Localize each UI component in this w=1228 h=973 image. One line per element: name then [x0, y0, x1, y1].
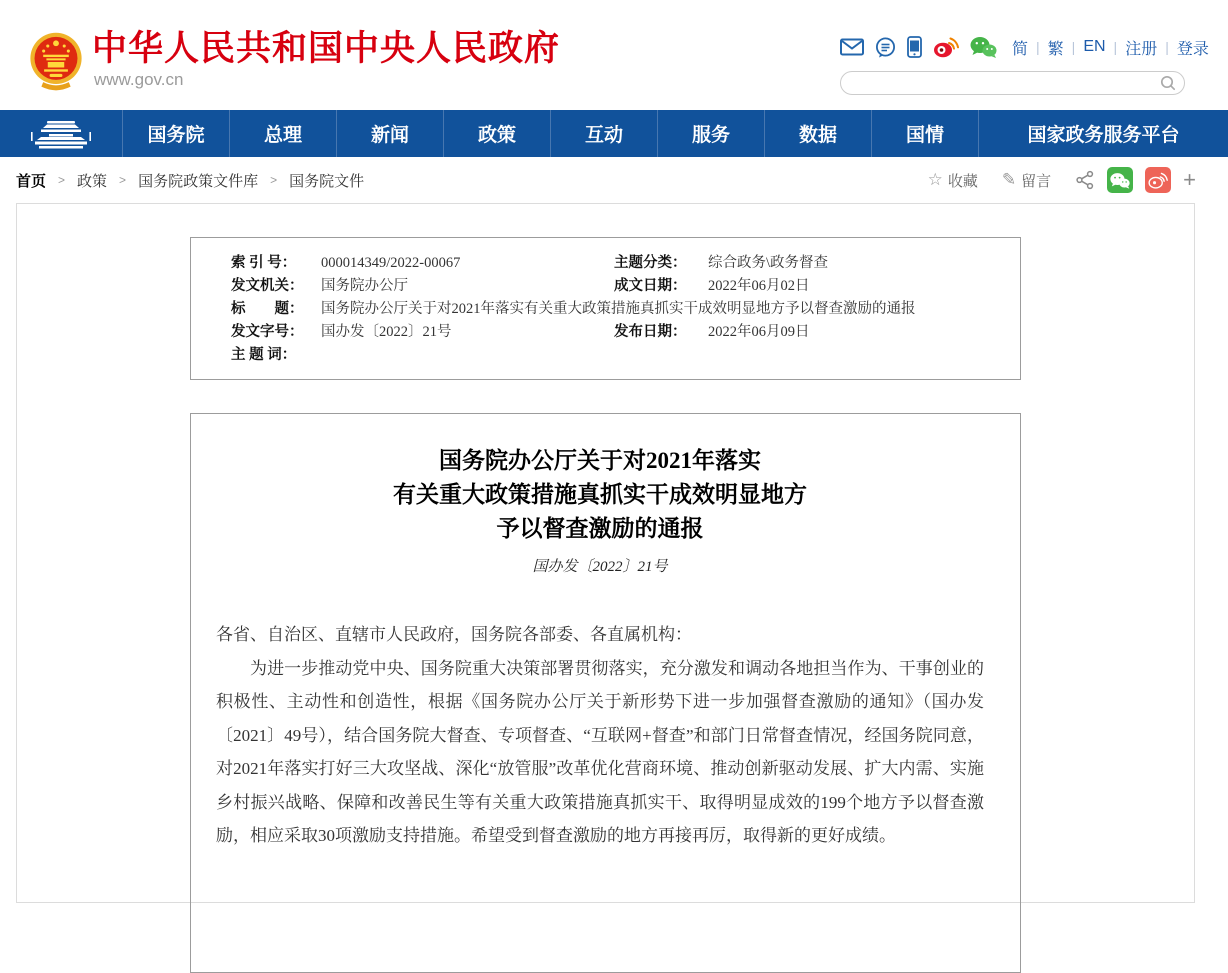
favorite-button[interactable]: 收藏: [947, 172, 978, 190]
more-share-button[interactable]: +: [1183, 167, 1196, 192]
document-paragraph: 为进一步推动党中央、国务院重大决策部署贯彻落实，充分激发和调动各地担当作为、干事创业的积极性、主动性和创造性，根据《国务院办公厅关于新形势下进一步加强督查激励的通知》（国办发〔2021〕49号），结合国务院大督查、专项督查、“互联网+督查”和部门日常督查情况，经国务院同意，对2021年落实打好三大攻坚战、深化“放管服”改革优化营商环境、推动创新驱动发展、扩大内需、实施乡村振兴战略、保障和改善民生等有关重大政策措施真抓实干、取得明显成效的199个地方予以督查激励，相应采取30项激励支持措施。希望受到督查激励的地方再接再厉，取得新的更好成绩。: [216, 658, 984, 845]
nav-item-news[interactable]: 新闻: [336, 110, 443, 157]
lang-traditional-link[interactable]: 繁: [1047, 40, 1064, 58]
meta-keywords-label: 主 题 词：: [231, 347, 297, 363]
main-nav: [0, 110, 1228, 157]
register-link[interactable]: 注册: [1125, 40, 1158, 58]
meta-keywords-value: [317, 344, 1020, 367]
breadcrumb-separator: >: [119, 173, 127, 187]
site-header: [0, 0, 1228, 110]
document-number: 国办发〔2022〕21号: [532, 559, 668, 575]
document-salutation: 各省、自治区、直辖市人民政府，国务院各部委、各直属机构：: [216, 625, 692, 644]
document-body-panel: [190, 413, 1021, 973]
breadcrumb-separator: >: [58, 173, 66, 187]
comment-button[interactable]: 留言: [1021, 172, 1052, 190]
site-logo[interactable]: [28, 30, 560, 94]
document-title-line: 国务院办公厅关于对2021年落实: [439, 448, 761, 473]
meta-date-published-value: 2022年06月09日: [708, 324, 810, 340]
star-icon[interactable]: ☆: [927, 170, 943, 189]
meta-category-label: 主题分类：: [614, 255, 687, 271]
document-title-line: 有关重大政策措施真抓实干成效明显地方: [393, 482, 807, 507]
nav-item-data[interactable]: 数据: [764, 110, 871, 157]
share-wechat-icon[interactable]: [1107, 167, 1133, 193]
comment-circle-icon[interactable]: [875, 37, 896, 58]
share-weibo-icon[interactable]: [1145, 167, 1171, 193]
pencil-icon[interactable]: ✎: [1001, 170, 1017, 189]
document-metadata: [190, 237, 1021, 380]
site-title: 中华人民共和国中央人民政府: [92, 29, 561, 68]
document-title: [216, 444, 984, 546]
divider: |: [1165, 39, 1169, 55]
nav-item-state-council[interactable]: 国务院: [122, 110, 229, 157]
meta-date-published-label: 发布日期：: [614, 324, 687, 340]
share-icon[interactable]: [1075, 170, 1095, 190]
meta-date-written-value: 2022年06月02日: [708, 278, 810, 294]
divider: |: [1113, 39, 1118, 55]
mobile-icon[interactable]: [907, 36, 922, 58]
nav-item-national-conditions[interactable]: 国情: [871, 110, 978, 157]
meta-category-value: 综合政务\政务督查: [708, 255, 829, 271]
meta-title-label: 标 题：: [231, 301, 304, 317]
meta-index-label: 索 引 号：: [231, 255, 297, 271]
lang-simplified-link[interactable]: 简: [1012, 40, 1029, 58]
meta-doc-no-value: 国办发〔2022〕21号: [321, 324, 452, 340]
breadcrumb: [16, 170, 364, 191]
breadcrumb-state-council-docs[interactable]: 国务院文件: [289, 172, 365, 190]
document-title-line: 予以督查激励的通报: [496, 516, 704, 541]
divider: |: [1071, 39, 1076, 55]
meta-date-written-label: 成文日期：: [614, 278, 687, 294]
wechat-icon[interactable]: [970, 36, 997, 58]
mail-icon[interactable]: [840, 38, 864, 56]
meta-doc-no-label: 发文字号：: [231, 324, 304, 340]
nav-item-interaction[interactable]: 互动: [550, 110, 657, 157]
home-tiananmen-icon[interactable]: [0, 110, 122, 157]
content-panel: [16, 203, 1195, 903]
search-bar[interactable]: [840, 71, 1185, 95]
nav-item-services[interactable]: 服务: [657, 110, 764, 157]
national-emblem-icon: [28, 30, 84, 94]
lang-english-link[interactable]: EN: [1083, 38, 1106, 55]
search-icon[interactable]: [1158, 73, 1178, 93]
breadcrumb-policy-library[interactable]: 国务院政策文件库: [138, 172, 259, 190]
meta-title-value: 国务院办公厅关于对2021年落实有关重大政策措施真抓实干成效明显地方予以督查激励的通报: [321, 301, 916, 317]
document-text: [216, 618, 984, 853]
login-link[interactable]: 登录: [1176, 40, 1209, 58]
nav-item-policy[interactable]: 政策: [443, 110, 550, 157]
page-tools: [928, 167, 1196, 193]
meta-issuer-value: 国务院办公厅: [321, 278, 408, 294]
breadcrumb-policy[interactable]: 政策: [77, 172, 108, 190]
meta-issuer-label: 发文机关：: [231, 278, 304, 294]
divider: |: [1036, 39, 1040, 55]
breadcrumb-separator: >: [270, 173, 278, 187]
nav-item-premier[interactable]: 总理: [229, 110, 336, 157]
site-url: www.gov.cn: [94, 70, 184, 89]
meta-index-value: 000014349/2022-00067: [321, 255, 461, 271]
weibo-icon[interactable]: [933, 36, 959, 58]
nav-item-gov-service-platform[interactable]: 国家政务服务平台: [978, 110, 1228, 157]
search-input[interactable]: [855, 73, 1158, 93]
breadcrumb-home[interactable]: 首页: [16, 172, 47, 190]
breadcrumb-bar: [0, 157, 1228, 203]
